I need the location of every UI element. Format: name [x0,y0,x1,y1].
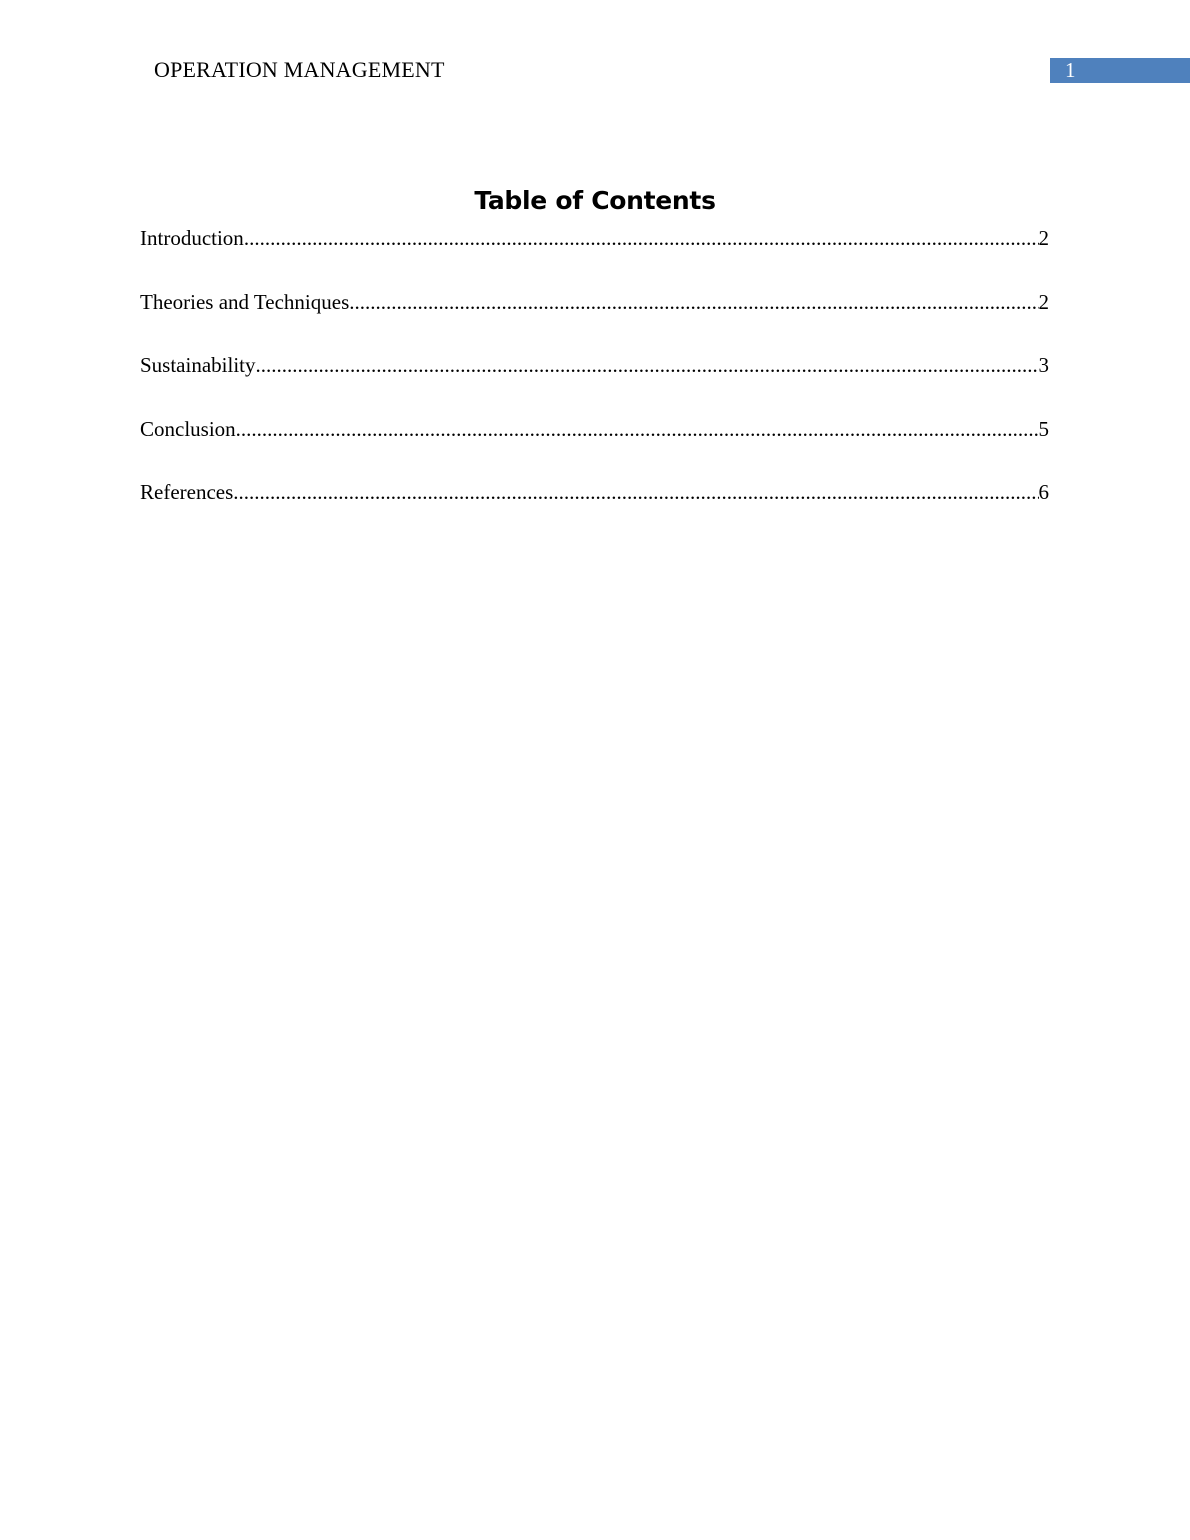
toc-entry-label: Sustainability [140,353,256,377]
toc-entry-label: References [140,480,234,504]
page-number: 1 [1065,58,1076,82]
toc-entry-label: Conclusion [140,416,236,441]
toc-entry-introduction[interactable] [140,222,1049,286]
toc-dot-leader [233,476,1038,508]
toc-entry-page: 5 [1038,416,1049,441]
page-number-badge [1050,58,1190,83]
table-of-contents [140,222,1049,540]
toc-dot-leader [256,349,1039,381]
toc-entry-conclusion[interactable] [140,413,1049,477]
toc-entry-sustainability[interactable] [140,349,1049,413]
toc-entry-page: 2 [1038,289,1049,314]
toc-dot-leader [349,286,1038,318]
toc-entry-page: 6 [1038,480,1049,504]
toc-title: Table of Contents [474,186,716,215]
toc-entry-label: Introduction [140,226,244,250]
toc-entry-theories-and-techniques[interactable] [140,286,1049,350]
toc-dot-leader [236,413,1039,445]
toc-entry-page: 2 [1038,226,1049,250]
running-head-title: OPERATION MANAGEMENT [154,57,445,82]
toc-entry-page: 3 [1038,353,1049,377]
toc-dot-leader [244,222,1039,254]
toc-entry-label: Theories and Techniques [140,289,350,314]
toc-entry-references[interactable] [140,476,1049,540]
